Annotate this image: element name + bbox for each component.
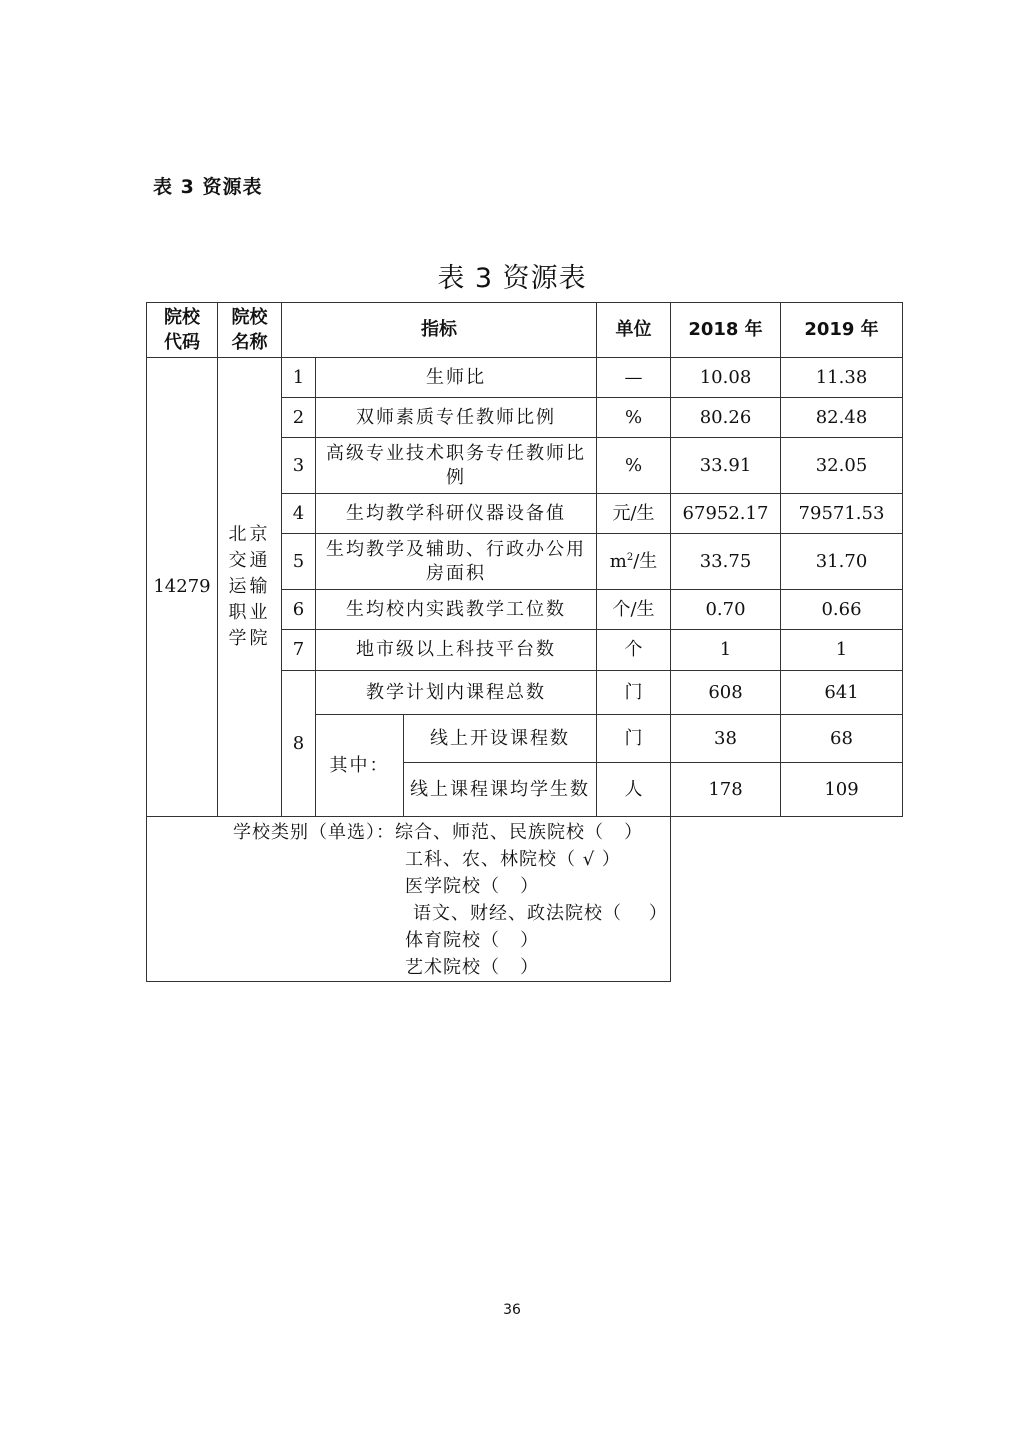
row-value-2018: 67952.17: [671, 494, 781, 534]
row-unit: 元/生: [597, 494, 671, 534]
row-label: 地市级以上科技平台数: [316, 630, 597, 671]
row-value-2019: 82.48: [781, 398, 903, 438]
row-number: 8: [282, 671, 316, 817]
header-code: 院校 代码: [147, 303, 218, 358]
school-category: [147, 817, 671, 982]
category-line: 医学院校（ ）: [405, 876, 540, 897]
row-label: 生均教学科研仪器设备值: [316, 494, 597, 534]
header-2018: 2018 年: [671, 303, 781, 358]
row-label: 双师素质专任教师比例: [316, 398, 597, 438]
row-unit: 个/生: [597, 590, 671, 630]
table-title: 表 3 资源表: [437, 263, 587, 294]
row-value-2018: 33.75: [671, 534, 781, 590]
category-row: [147, 817, 903, 982]
row-number: 6: [282, 590, 316, 630]
row-number: 2: [282, 398, 316, 438]
row-unit: —: [597, 358, 671, 398]
row-label: 生师比: [316, 358, 597, 398]
row-number: 3: [282, 438, 316, 494]
row-value-2019: 641: [781, 671, 903, 715]
sub-row-label: 线上课程课均学生数: [404, 763, 597, 817]
school-name: 北京交通运输职业学院: [218, 358, 282, 817]
header-row: [147, 303, 903, 358]
section-heading: 表 3 资源表: [153, 176, 263, 198]
row-unit: 个: [597, 630, 671, 671]
category-line: 工科、农、林院校（ √ ）: [405, 849, 621, 870]
row-label: 教学计划内课程总数: [316, 671, 597, 715]
row-label: 高级专业技术职务专任教师比例: [316, 438, 597, 494]
row-value-2018: 608: [671, 671, 781, 715]
row-value-2018: 80.26: [671, 398, 781, 438]
category-line: 艺术院校（ ）: [405, 957, 540, 978]
row-label: 生均校内实践教学工位数: [316, 590, 597, 630]
row-value-2018: 1: [671, 630, 781, 671]
category-line: 学校类别（单选）：综合、师范、民族院校（ ）: [233, 822, 644, 843]
row-value-2019: 1: [781, 630, 903, 671]
table-row: [147, 358, 903, 398]
header-name: 院校 名称: [218, 303, 282, 358]
row-unit: $m^2/$生: [597, 534, 671, 590]
row-value-2019: 79571.53: [781, 494, 903, 534]
row-number: 4: [282, 494, 316, 534]
page-number: 36: [503, 1302, 521, 1318]
row-value-2019: 68: [781, 715, 903, 763]
row-value-2018: 0.70: [671, 590, 781, 630]
row-value-2018: 38: [671, 715, 781, 763]
row-number: 5: [282, 534, 316, 590]
category-line: 语文、财经、政法院校（ ）: [413, 903, 668, 924]
header-2019: 2019 年: [781, 303, 903, 358]
row-value-2018: 10.08: [671, 358, 781, 398]
row-value-2019: 0.66: [781, 590, 903, 630]
row-value-2019: 32.05: [781, 438, 903, 494]
row-number: 1: [282, 358, 316, 398]
row-unit: 门: [597, 671, 671, 715]
sub-row-label: 线上开设课程数: [404, 715, 597, 763]
row-unit: 人: [597, 763, 671, 817]
row-value-2018: 178: [671, 763, 781, 817]
row-value-2019: 31.70: [781, 534, 903, 590]
header-unit: 单位: [597, 303, 671, 358]
resource-table: [146, 302, 903, 982]
sub-label: 其中：: [316, 715, 404, 817]
category-line: 体育院校（ ）: [405, 930, 540, 951]
row-label: 生均教学及辅助、行政办公用房面积: [316, 534, 597, 590]
row-unit: 门: [597, 715, 671, 763]
row-value-2019: 109: [781, 763, 903, 817]
school-code: 14279: [147, 358, 218, 817]
row-unit: %: [597, 398, 671, 438]
row-number: 7: [282, 630, 316, 671]
header-indicator: 指标: [282, 303, 597, 358]
row-unit: %: [597, 438, 671, 494]
row-value-2018: 33.91: [671, 438, 781, 494]
row-value-2019: 11.38: [781, 358, 903, 398]
